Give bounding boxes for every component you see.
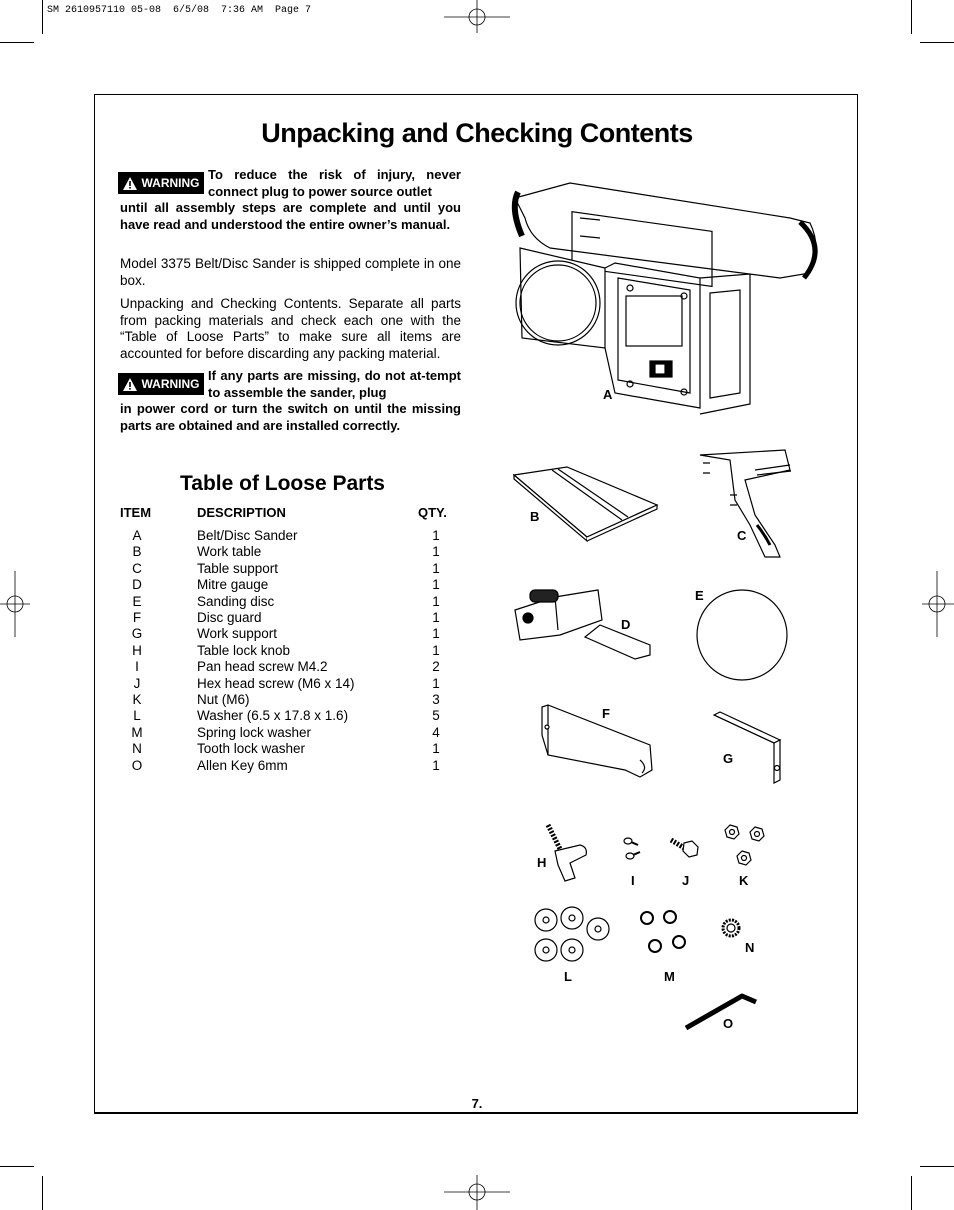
table-cell-item: I xyxy=(135,659,139,675)
warning-label: WARNING xyxy=(141,377,200,391)
page-number: 7. xyxy=(471,1096,483,1111)
part-label-j: J xyxy=(682,873,690,888)
belt-disc-sander-illustration xyxy=(510,178,825,418)
table-cell-qty: 1 xyxy=(432,593,440,609)
table-cell-description: Allen Key 6mm xyxy=(197,757,288,773)
table-cell-description: Washer (6.5 x 17.8 x 1.6) xyxy=(197,708,349,724)
part-label-c: C xyxy=(737,528,747,543)
warning-triangle-icon xyxy=(123,177,137,190)
part-label-h: H xyxy=(537,855,547,870)
table-cell-description: Belt/Disc Sander xyxy=(197,528,298,543)
table-lock-knob-illustration xyxy=(540,823,600,883)
table-cell-item: J xyxy=(133,675,141,691)
warning-triangle-icon xyxy=(123,378,137,391)
part-label-l: L xyxy=(564,969,572,984)
unpacking-instructions: Unpacking and Checking Contents. Separate all parts from packing materials and check each one with the “Table of Loose Parts” to make sure all items are accounted for before discarding any packing material. xyxy=(120,296,461,361)
part-label-a: A xyxy=(603,387,613,402)
warning-body-text: in power cord or turn the switch on until the missing parts are obtained and are installed correctly. xyxy=(120,401,461,433)
table-cell-qty: 2 xyxy=(432,659,440,675)
table-cell-item: K xyxy=(132,692,142,707)
table-cell-item: D xyxy=(132,577,142,593)
washer-illustration xyxy=(532,904,612,966)
shipping-note: Model 3375 Belt/Disc Sander is shipped complete in one box. xyxy=(120,256,461,288)
table-cell-item: C xyxy=(132,560,142,576)
table-cell-item: E xyxy=(132,593,142,609)
work-support-illustration xyxy=(712,710,787,785)
work-table-illustration xyxy=(512,465,662,545)
table-cell-item: A xyxy=(132,528,142,543)
part-label-m: M xyxy=(664,969,675,984)
table-cell-description: Work table xyxy=(197,544,262,560)
warning-lead-text: If any parts are missing, do not at-tempt to assemble the sander, plug xyxy=(208,368,461,400)
table-cell-qty: 4 xyxy=(432,724,440,740)
table-cell-description: Table lock knob xyxy=(197,642,291,658)
table-cell-qty: 1 xyxy=(432,757,440,773)
sanding-disc-illustration xyxy=(695,588,790,683)
table-cell-item: B xyxy=(132,544,142,560)
nut-illustration xyxy=(720,823,770,871)
table-cell-qty: 3 xyxy=(432,692,440,707)
warning-body-text: until all assembly steps are complete and until you have read and understood the entire owner’s manual. xyxy=(120,200,461,232)
column-header-item: ITEM xyxy=(120,505,152,520)
page-title: Unpacking and Checking Contents xyxy=(261,118,693,148)
warning-badge xyxy=(118,373,204,395)
table-cell-qty: 1 xyxy=(432,544,440,560)
table-cell-item: H xyxy=(132,642,142,658)
table-cell-qty: 1 xyxy=(432,626,440,642)
table-cell-qty: 5 xyxy=(432,708,440,724)
table-cell-description: Table support xyxy=(197,560,279,576)
table-cell-description: Mitre gauge xyxy=(197,577,269,593)
loose-parts-title: Table of Loose Parts xyxy=(180,472,385,495)
part-label-d: D xyxy=(621,617,631,632)
table-cell-item: F xyxy=(132,610,142,625)
table-cell-qty: 1 xyxy=(432,560,440,576)
table-cell-qty: 1 xyxy=(432,528,440,543)
table-cell-item: O xyxy=(131,757,143,773)
column-header-qty: QTY. xyxy=(418,505,447,520)
table-cell-description: Hex head screw (M6 x 14) xyxy=(197,675,355,691)
warning-label: WARNING xyxy=(141,176,200,190)
table-cell-description: Sanding disc xyxy=(197,593,275,609)
table-cell-item: L xyxy=(133,708,141,724)
allen-key-illustration xyxy=(682,990,760,1032)
disc-guard-illustration xyxy=(540,705,660,780)
table-cell-qty: 1 xyxy=(432,642,440,658)
hex-head-screw-illustration xyxy=(668,835,703,865)
table-cell-description: Spring lock washer xyxy=(197,724,312,740)
warning-badge xyxy=(118,172,204,194)
spring-lock-washer-illustration xyxy=(637,908,692,960)
part-label-k: K xyxy=(739,873,749,888)
part-label-b: B xyxy=(530,509,540,524)
table-cell-qty: 1 xyxy=(432,610,440,625)
print-slug: SM 2610957110 05-08 6/5/08 7:36 AM Page 7 xyxy=(47,5,312,16)
tooth-lock-washer-illustration xyxy=(720,915,742,941)
pan-head-screw-illustration xyxy=(622,836,644,866)
table-cell-description: Tooth lock washer xyxy=(197,741,306,757)
table-cell-qty: 1 xyxy=(432,741,440,757)
part-label-o: O xyxy=(723,1016,734,1031)
table-cell-description: Disc guard xyxy=(197,610,262,625)
part-label-f: F xyxy=(602,706,610,721)
part-label-i: I xyxy=(631,873,635,888)
part-label-n: N xyxy=(745,940,755,955)
column-header-description: DESCRIPTION xyxy=(197,505,286,520)
part-label-g: G xyxy=(723,751,734,766)
mitre-gauge-illustration xyxy=(510,585,655,665)
table-cell-item: M xyxy=(131,724,143,740)
table-cell-item: G xyxy=(131,626,143,642)
table-cell-description: Work support xyxy=(197,626,278,642)
part-label-e: E xyxy=(695,588,704,603)
table-cell-description: Nut (M6) xyxy=(197,692,250,707)
warning-lead-text: To reduce the risk of injury, never connect plug to power source outlet xyxy=(208,167,461,199)
table-support-illustration xyxy=(695,445,805,565)
table-cell-qty: 1 xyxy=(432,675,440,691)
table-cell-item: N xyxy=(132,741,142,757)
table-cell-qty: 1 xyxy=(432,577,440,593)
table-cell-description: Pan head screw M4.2 xyxy=(197,659,328,675)
